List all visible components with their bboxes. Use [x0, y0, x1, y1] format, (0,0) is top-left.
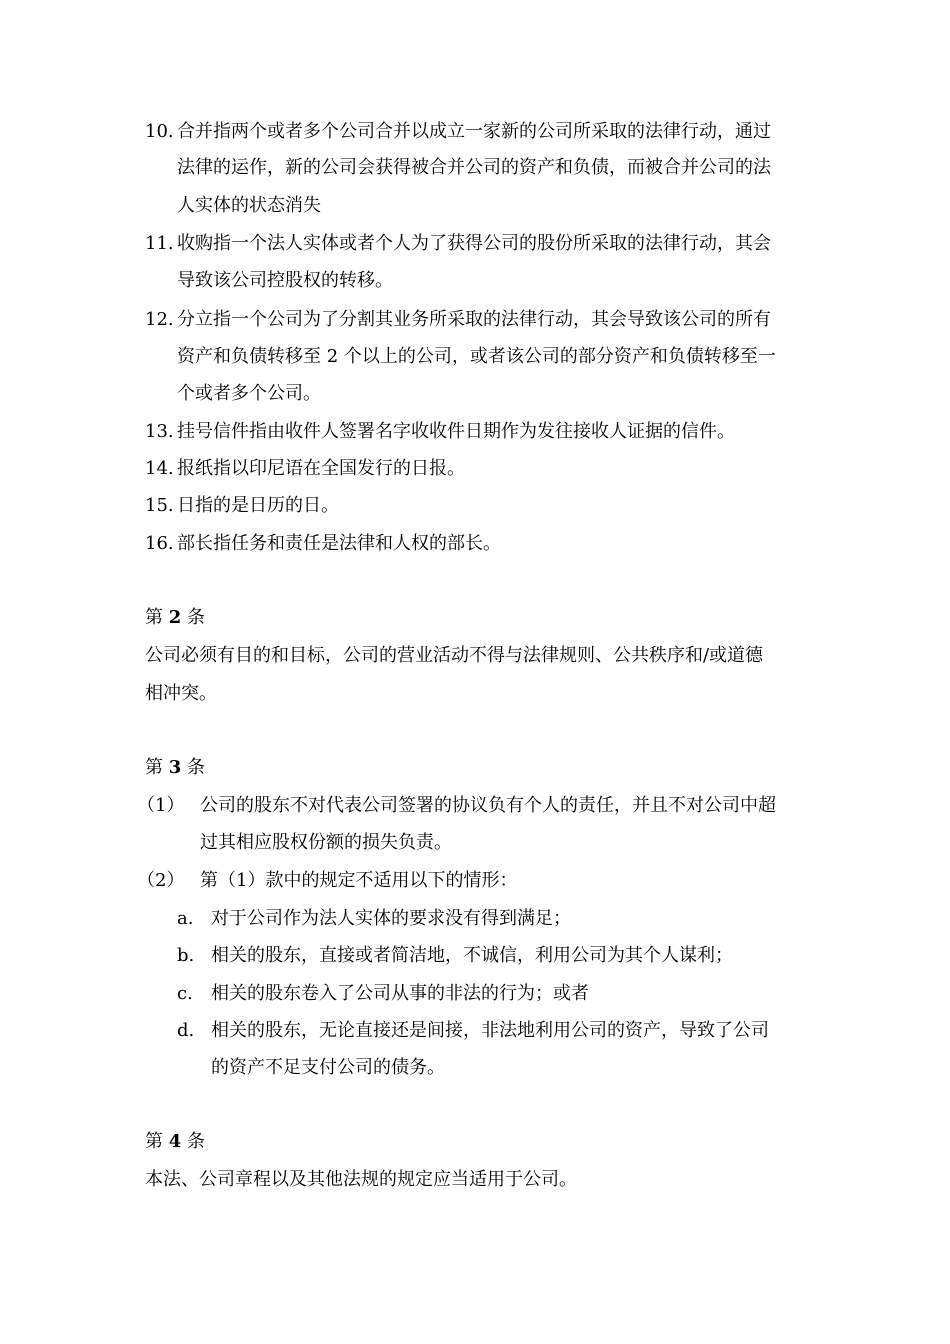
- definition-text-line: 合并指两个或者多个公司合并以成立一家新的公司所采取的法律行动，通过: [177, 121, 771, 142]
- sub-item-text-line: 相关的股东卷入了公司从事的非法的行为；或者: [211, 983, 589, 1004]
- article-heading: [145, 1130, 205, 1154]
- article-text-line: 相冲突。: [145, 683, 217, 704]
- paragraph-text-line: 第（1）款中的规定不适用以下的情形：: [200, 870, 518, 891]
- definition-text-line: 挂号信件指由收件人签署名字收收件日期作为发往接收人证据的信件。: [177, 421, 735, 442]
- sub-item-text-line: 的资产不足支付公司的债务。: [211, 1057, 445, 1078]
- definition-text-line: 法律的运作，新的公司会获得被合并公司的资产和负债，而被合并公司的法: [177, 157, 771, 178]
- list-number: 12.: [145, 309, 174, 330]
- article-heading-suffix: 条: [187, 1131, 205, 1152]
- definition-text-line: 部长指任务和责任是法律和人权的部长。: [177, 533, 501, 554]
- sub-item-letter: b.: [177, 945, 195, 966]
- sub-item-letter: c.: [177, 983, 193, 1004]
- article-number: 3: [168, 757, 182, 778]
- article-heading-prefix: 第: [145, 1131, 163, 1152]
- definition-text-line: 导致该公司控股权的转移。: [177, 270, 393, 291]
- article-heading-suffix: 条: [187, 607, 205, 628]
- article-text-line: 本法、公司章程以及其他法规的规定应当适用于公司。: [145, 1169, 577, 1190]
- article-heading: [145, 756, 205, 780]
- article-number: 4: [168, 1131, 182, 1152]
- definition-text-line: 资产和负债转移至 2 个以上的公司，或者该公司的部分资产和负债转移至一: [177, 346, 776, 367]
- sub-item-text-line: 相关的股东，无论直接还是间接，非法地利用公司的资产，导致了公司: [211, 1020, 769, 1041]
- paragraph-number: （2）: [137, 870, 185, 891]
- article-text-line: 公司必须有目的和目标，公司的营业活动不得与法律规则、公共秩序和/或道德: [145, 645, 764, 666]
- sub-item-letter: d.: [177, 1020, 195, 1041]
- list-number: 14.: [145, 458, 174, 479]
- definition-text-line: 人实体的状态消失: [177, 195, 321, 216]
- list-number: 10.: [145, 121, 174, 142]
- list-number: 11.: [145, 233, 174, 254]
- article-heading-prefix: 第: [145, 757, 163, 778]
- list-number: 13.: [145, 421, 174, 442]
- sub-item-text-line: 相关的股东，直接或者简洁地，不诚信，利用公司为其个人谋利；: [211, 945, 733, 966]
- paragraph-number: （1）: [137, 795, 185, 816]
- definition-text-line: 报纸指以印尼语在全国发行的日报。: [177, 458, 465, 479]
- list-number: 15.: [145, 495, 174, 516]
- paragraph-text-line: 过其相应股权份额的损失负责。: [200, 832, 452, 853]
- definition-text-line: 分立指一个公司为了分割其业务所采取的法律行动，其会导致该公司的所有: [177, 309, 771, 330]
- definition-text-line: 日指的是日历的日。: [177, 495, 339, 516]
- sub-item-letter: a.: [177, 908, 194, 929]
- sub-item-text-line: 对于公司作为法人实体的要求没有得到满足；: [211, 908, 571, 929]
- list-number: 16.: [145, 533, 174, 554]
- paragraph-text-line: 公司的股东不对代表公司签署的协议负有个人的责任，并且不对公司中超: [200, 795, 776, 816]
- article-number: 2: [168, 607, 182, 628]
- article-heading-suffix: 条: [187, 757, 205, 778]
- article-heading: [145, 606, 205, 630]
- article-heading-prefix: 第: [145, 607, 163, 628]
- definition-text-line: 收购指一个法人实体或者个人为了获得公司的股份所采取的法律行动，其会: [177, 233, 771, 254]
- definition-text-line: 个或者多个公司。: [177, 383, 321, 404]
